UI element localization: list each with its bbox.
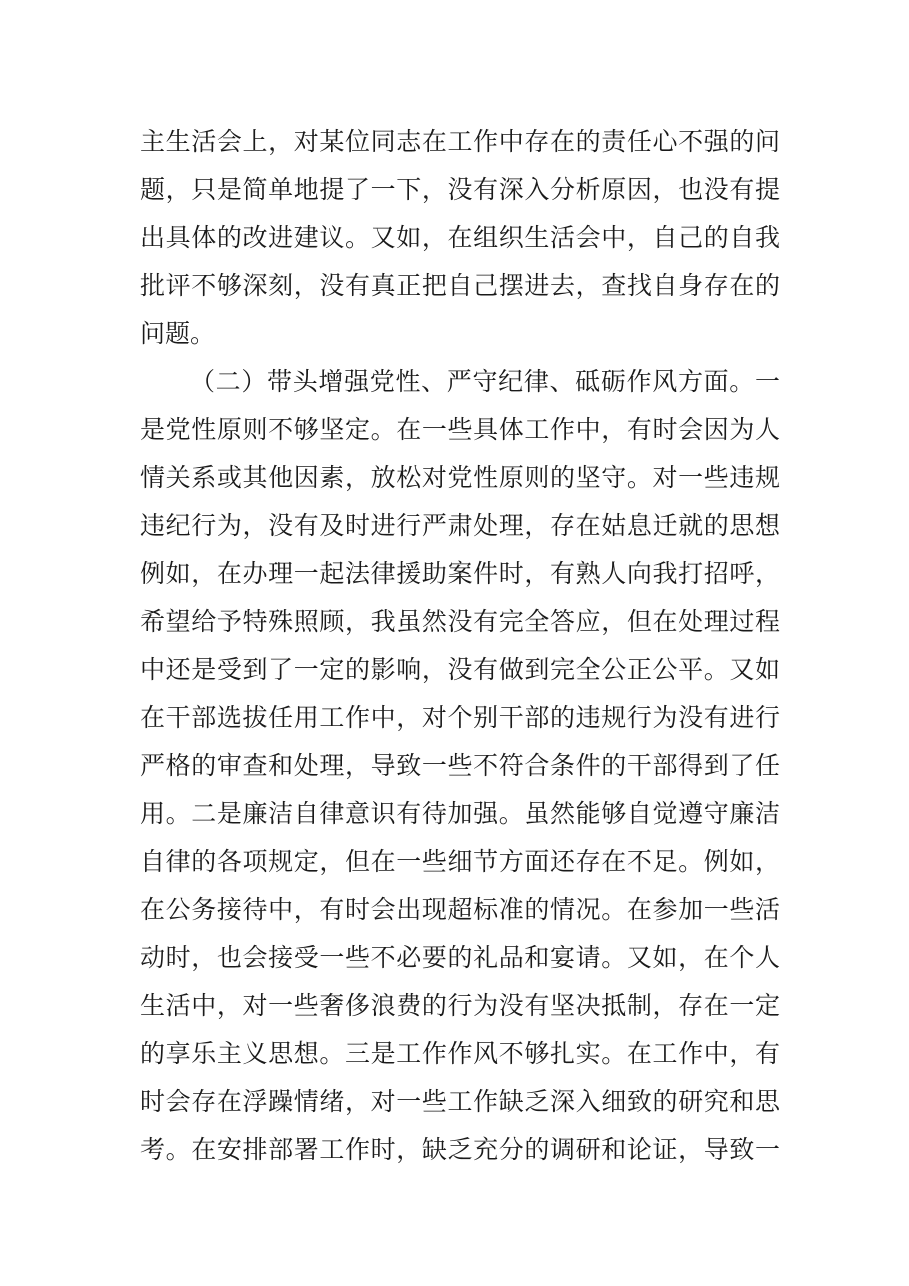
text-line: 中还是受到了一定的影响，没有做到完全公正公平。又如 (140, 655, 780, 684)
text-line: 例如，在办理一起法律援助案件时，有熟人向我打招呼， (140, 559, 780, 588)
text-line: 生活中，对一些奢侈浪费的行为没有坚决抵制，存在一定 (140, 991, 780, 1020)
text-line: 时会存在浮躁情绪，对一些工作缺乏深入细致的研究和思 (140, 1087, 780, 1116)
text-line: 考。在安排部署工作时，缺乏充分的调研和论证，导致一 (140, 1135, 780, 1164)
text-line: 是党性原则不够坚定。在一些具体工作中，有时会因为人 (140, 415, 780, 444)
text-line: 主生活会上，对某位同志在工作中存在的责任心不强的问 (140, 127, 780, 156)
text-line: 出具体的改进建议。又如，在组织生活会中，自己的自我 (140, 223, 780, 252)
text-line: 情关系或其他因素，放松对党性原则的坚守。对一些违规 (140, 463, 780, 492)
section-heading-line: （二）带头增强党性、严守纪律、砥砺作风方面。一 (190, 367, 780, 396)
text-line: 在公务接待中，有时会出现超标准的情况。在参加一些活 (140, 895, 780, 924)
text-line: 的享乐主义思想。三是工作作风不够扎实。在工作中，有 (140, 1039, 780, 1068)
text-line: 问题。 (140, 319, 216, 348)
text-line: 自律的各项规定，但在一些细节方面还存在不足。例如， (140, 847, 780, 876)
text-line: 批评不够深刻，没有真正把自己摆进去，查找自身存在的 (140, 271, 780, 300)
text-line: 违纪行为，没有及时进行严肃处理，存在姑息迁就的思想 (140, 511, 780, 540)
text-line: 希望给予特殊照顾，我虽然没有完全答应，但在处理过程 (140, 607, 780, 636)
text-line: 用。二是廉洁自律意识有待加强。虽然能够自觉遵守廉洁 (140, 799, 780, 828)
body-text (140, 118, 780, 1174)
text-line: 题，只是简单地提了一下，没有深入分析原因，也没有提 (140, 175, 780, 204)
text-line: 动时，也会接受一些不必要的礼品和宴请。又如，在个人 (140, 943, 780, 972)
text-line: 在干部选拔任用工作中，对个别干部的违规行为没有进行 (140, 703, 780, 732)
text-line: 严格的审查和处理，导致一些不符合条件的干部得到了任 (140, 751, 780, 780)
